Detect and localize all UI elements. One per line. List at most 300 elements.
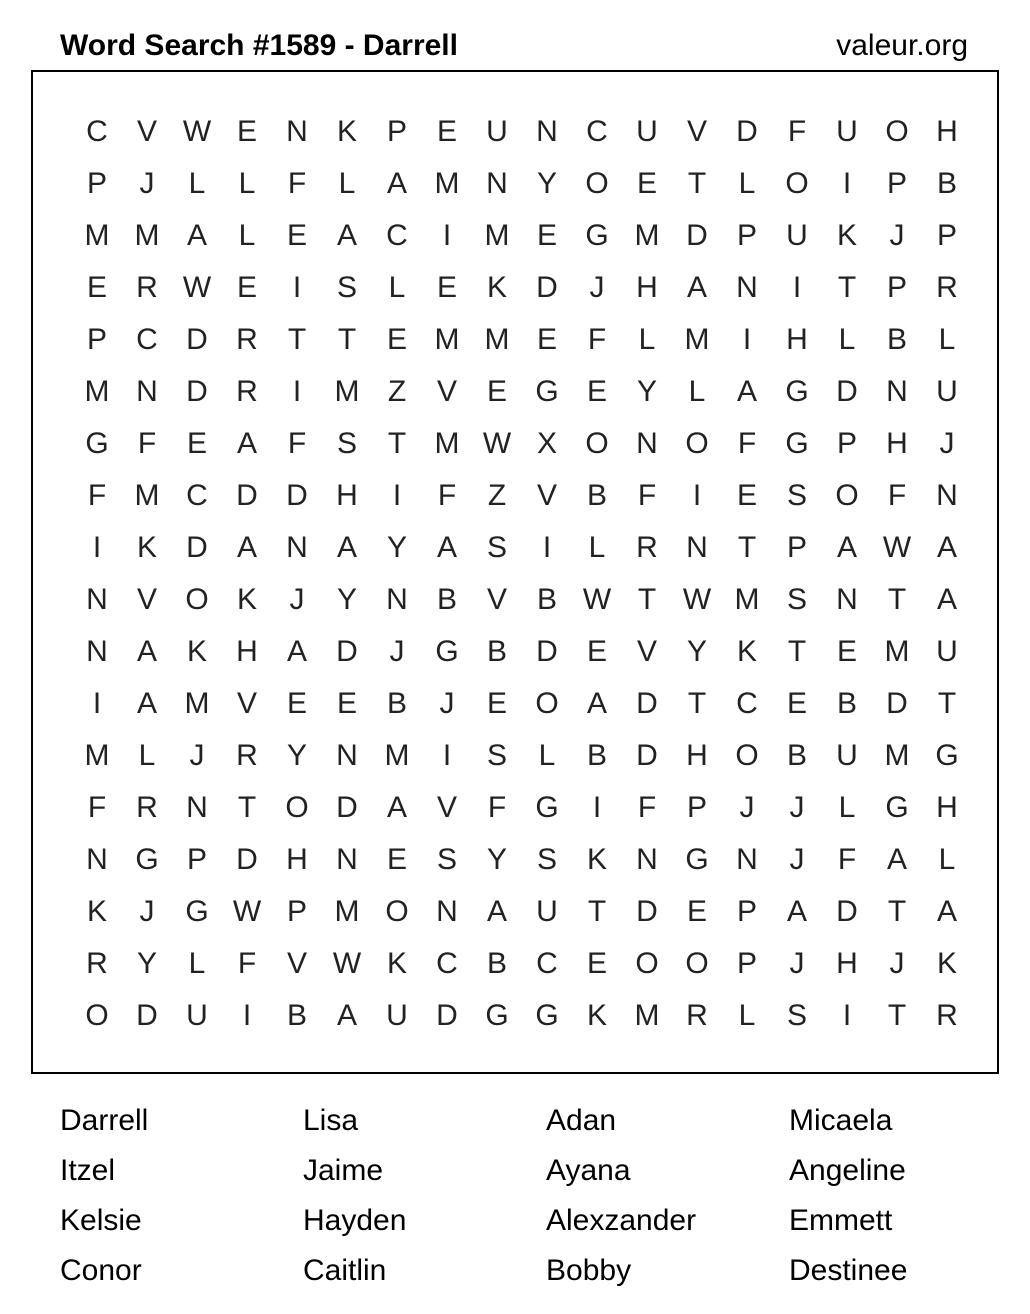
grid-letter: F: [137, 427, 157, 460]
grid-letter: N: [936, 479, 958, 512]
grid-letter: I: [842, 167, 852, 200]
grid-letter: P: [836, 427, 857, 460]
grid-letter: T: [787, 635, 807, 668]
grid-letter: B: [386, 687, 407, 720]
grid-letter: A: [736, 375, 757, 408]
grid-letter: K: [936, 947, 957, 980]
grid-letter: F: [437, 479, 457, 512]
grid-letter: N: [186, 791, 208, 824]
grid-letter: V: [636, 635, 657, 668]
grid-letter: U: [636, 115, 658, 148]
grid-letter: P: [686, 791, 707, 824]
grid-letter: O: [385, 895, 409, 928]
grid-letter: X: [536, 427, 557, 460]
grid-letter: W: [232, 895, 262, 928]
word-list-item: Micaela: [789, 1104, 893, 1137]
grid-letter: B: [586, 739, 607, 772]
grid-letter: R: [236, 323, 258, 356]
grid-letter: U: [486, 115, 508, 148]
grid-letter: I: [92, 531, 102, 564]
grid-letter: E: [486, 375, 507, 408]
grid-letter: T: [337, 323, 357, 356]
grid-letter: A: [486, 895, 507, 928]
grid-letter: O: [535, 687, 559, 720]
grid-letter: P: [886, 271, 907, 304]
grid-letter: D: [336, 635, 358, 668]
grid-letter: F: [287, 167, 307, 200]
grid-letter: T: [737, 531, 757, 564]
grid-letter: Y: [386, 531, 407, 564]
grid-letter: G: [535, 999, 559, 1032]
grid-letter: A: [936, 531, 957, 564]
grid-letter: M: [434, 427, 460, 460]
grid-letter: K: [86, 895, 107, 928]
grid-letter: I: [842, 999, 852, 1032]
grid-letter: N: [636, 427, 658, 460]
grid-letter: C: [186, 479, 208, 512]
grid-letter: R: [86, 947, 108, 980]
grid-letter: E: [486, 687, 507, 720]
grid-letter: D: [186, 531, 208, 564]
grid-letter: K: [136, 531, 157, 564]
grid-letter: G: [685, 843, 709, 876]
grid-letter: F: [587, 323, 607, 356]
grid-letter: E: [436, 115, 457, 148]
grid-letter: O: [685, 427, 709, 460]
grid-letter: S: [436, 843, 457, 876]
grid-letter: H: [236, 635, 258, 668]
grid-letter: L: [938, 323, 956, 356]
grid-letter: A: [136, 635, 157, 668]
grid-letter: M: [684, 323, 710, 356]
grid-letter: P: [736, 895, 757, 928]
grid-letter: N: [86, 583, 108, 616]
grid-letter: E: [386, 323, 407, 356]
grid-letter: H: [886, 427, 908, 460]
grid-letter: K: [586, 843, 607, 876]
grid-letter: M: [134, 219, 160, 252]
word-list-item: Angeline: [789, 1154, 906, 1187]
grid-letter: I: [692, 479, 702, 512]
grid-letter: I: [542, 531, 552, 564]
grid-letter: M: [434, 167, 460, 200]
grid-letter: D: [336, 791, 358, 824]
grid-letter: N: [686, 531, 708, 564]
grid-letter: G: [185, 895, 209, 928]
word-list-item: Bobby: [546, 1254, 632, 1287]
grid-letter: U: [386, 999, 408, 1032]
word-list-item: Adan: [546, 1104, 617, 1137]
grid-letter: R: [936, 999, 958, 1032]
grid-letter: C: [586, 115, 608, 148]
grid-letter: D: [736, 115, 758, 148]
grid-letter: M: [334, 895, 360, 928]
grid-letter: E: [436, 271, 457, 304]
grid-letter: W: [332, 947, 362, 980]
grid-letter: E: [586, 947, 607, 980]
grid-letter: K: [486, 271, 507, 304]
grid-letter: K: [236, 583, 257, 616]
grid-letter: M: [734, 583, 760, 616]
grid-letter: H: [636, 271, 658, 304]
grid-letter: E: [636, 167, 657, 200]
word-list-item: Alexzander: [546, 1204, 697, 1237]
grid-letter: B: [486, 635, 507, 668]
grid-letter: G: [85, 427, 109, 460]
grid-letter: A: [236, 531, 257, 564]
grid-letter: A: [686, 271, 707, 304]
grid-letter: O: [585, 167, 609, 200]
grid-letter: P: [886, 167, 907, 200]
grid-letter: V: [686, 115, 707, 148]
grid-letter: F: [237, 947, 257, 980]
grid-letter: M: [84, 219, 110, 252]
grid-letter: A: [786, 895, 807, 928]
grid-letter: Y: [136, 947, 157, 980]
grid-letter: F: [887, 479, 907, 512]
grid-letter: J: [189, 739, 205, 772]
grid-letter: S: [486, 739, 507, 772]
grid-letter: L: [838, 323, 856, 356]
grid-letter: E: [536, 323, 557, 356]
word-list-item: Caitlin: [303, 1254, 387, 1287]
grid-letter: I: [292, 271, 302, 304]
letter-grid: [72, 106, 972, 1042]
grid-letter: N: [886, 375, 908, 408]
grid-letter: F: [637, 479, 657, 512]
grid-letter: B: [936, 167, 957, 200]
grid-letter: P: [936, 219, 957, 252]
grid-letter: Y: [286, 739, 307, 772]
grid-letter: E: [186, 427, 207, 460]
grid-letter: T: [237, 791, 257, 824]
grid-letter: E: [586, 635, 607, 668]
grid-letter: N: [636, 843, 658, 876]
grid-letter: G: [785, 375, 809, 408]
grid-letter: E: [586, 375, 607, 408]
grid-letter: I: [92, 687, 102, 720]
grid-letter: T: [687, 687, 707, 720]
grid-letter: P: [186, 843, 207, 876]
grid-letter: L: [638, 323, 656, 356]
word-list-item: Destinee: [789, 1254, 908, 1287]
grid-letter: P: [386, 115, 407, 148]
grid-letter: N: [86, 843, 108, 876]
grid-letter: S: [536, 843, 557, 876]
grid-letter: P: [786, 531, 807, 564]
grid-letter: S: [336, 271, 357, 304]
grid-letter: N: [736, 843, 758, 876]
word-list-item: Darrell: [60, 1104, 149, 1137]
grid-letter: P: [86, 323, 107, 356]
grid-letter: K: [836, 219, 857, 252]
grid-letter: V: [536, 479, 557, 512]
grid-letter: D: [536, 635, 558, 668]
grid-letter: S: [786, 479, 807, 512]
grid-letter: W: [482, 427, 512, 460]
grid-letter: J: [739, 791, 755, 824]
grid-letter: U: [186, 999, 208, 1032]
grid-letter: D: [836, 895, 858, 928]
grid-letter: L: [238, 167, 256, 200]
grid-letter: L: [588, 531, 606, 564]
grid-letter: T: [587, 895, 607, 928]
word-list-item: Emmett: [789, 1204, 893, 1237]
grid-letter: N: [536, 115, 558, 148]
grid-letter: F: [637, 791, 657, 824]
grid-letter: E: [786, 687, 807, 720]
grid-letter: A: [336, 531, 357, 564]
grid-letter: J: [789, 843, 805, 876]
grid-letter: T: [837, 271, 857, 304]
grid-letter: E: [686, 895, 707, 928]
grid-letter: R: [686, 999, 708, 1032]
grid-letter: O: [285, 791, 309, 824]
grid-letter: J: [589, 271, 605, 304]
grid-letter: C: [436, 947, 458, 980]
grid-letter: S: [486, 531, 507, 564]
grid-letter: M: [84, 739, 110, 772]
grid-letter: G: [935, 739, 959, 772]
grid-letter: R: [936, 271, 958, 304]
grid-letter: O: [585, 427, 609, 460]
grid-letter: K: [586, 999, 607, 1032]
grid-letter: A: [436, 531, 457, 564]
grid-letter: M: [484, 323, 510, 356]
grid-letter: B: [786, 739, 807, 772]
grid-letter: Y: [636, 375, 657, 408]
grid-letter: R: [136, 791, 158, 824]
grid-letter: C: [386, 219, 408, 252]
grid-letter: O: [85, 999, 109, 1032]
grid-letter: T: [387, 427, 407, 460]
grid-letter: T: [937, 687, 957, 720]
grid-letter: H: [336, 479, 358, 512]
grid-letter: A: [586, 687, 607, 720]
grid-letter: Y: [536, 167, 557, 200]
grid-letter: F: [487, 791, 507, 824]
grid-letter: D: [886, 687, 908, 720]
grid-letter: L: [938, 843, 956, 876]
grid-letter: O: [785, 167, 809, 200]
grid-letter: T: [887, 895, 907, 928]
grid-letter: D: [136, 999, 158, 1032]
grid-letter: M: [884, 635, 910, 668]
grid-letter: F: [287, 427, 307, 460]
grid-letter: N: [286, 115, 308, 148]
grid-letter: Y: [486, 843, 507, 876]
grid-letter: F: [837, 843, 857, 876]
grid-letter: J: [139, 167, 155, 200]
grid-letter: W: [882, 531, 912, 564]
grid-letter: N: [336, 843, 358, 876]
grid-letter: G: [785, 427, 809, 460]
grid-letter: I: [292, 375, 302, 408]
grid-letter: G: [535, 375, 559, 408]
grid-letter: W: [582, 583, 612, 616]
grid-letter: H: [936, 791, 958, 824]
grid-letter: V: [486, 583, 507, 616]
grid-letter: W: [182, 115, 212, 148]
grid-letter: M: [84, 375, 110, 408]
grid-letter: V: [436, 375, 457, 408]
grid-letter: N: [836, 583, 858, 616]
grid-letter: R: [136, 271, 158, 304]
grid-letter: H: [836, 947, 858, 980]
grid-letter: I: [392, 479, 402, 512]
grid-letter: M: [434, 323, 460, 356]
grid-letter: C: [86, 115, 108, 148]
grid-letter: L: [838, 791, 856, 824]
grid-letter: O: [635, 947, 659, 980]
grid-letter: T: [887, 999, 907, 1032]
grid-letter: D: [636, 895, 658, 928]
grid-letter: F: [787, 115, 807, 148]
grid-letter: T: [887, 583, 907, 616]
grid-letter: V: [236, 687, 257, 720]
grid-letter: A: [936, 895, 957, 928]
grid-letter: F: [87, 791, 107, 824]
grid-letter: L: [388, 271, 406, 304]
grid-letter: T: [287, 323, 307, 356]
grid-letter: D: [836, 375, 858, 408]
grid-letter: P: [286, 895, 307, 928]
grid-letter: N: [286, 531, 308, 564]
grid-letter: D: [236, 479, 258, 512]
grid-letter: A: [386, 791, 407, 824]
grid-letter: B: [486, 947, 507, 980]
grid-letter: C: [736, 687, 758, 720]
grid-letter: E: [286, 219, 307, 252]
grid-letter: N: [86, 635, 108, 668]
grid-letter: A: [136, 687, 157, 720]
grid-letter: A: [336, 219, 357, 252]
grid-letter: I: [742, 323, 752, 356]
grid-letter: B: [586, 479, 607, 512]
grid-letter: K: [386, 947, 407, 980]
grid-letter: M: [484, 219, 510, 252]
grid-letter: N: [736, 271, 758, 304]
grid-letter: J: [789, 947, 805, 980]
grid-letter: P: [736, 947, 757, 980]
grid-letter: N: [386, 583, 408, 616]
grid-letter: K: [736, 635, 757, 668]
grid-letter: U: [786, 219, 808, 252]
grid-letter: C: [136, 323, 158, 356]
puzzle-frame: [31, 70, 999, 1074]
grid-letter: D: [186, 375, 208, 408]
grid-letter: O: [885, 115, 909, 148]
grid-letter: G: [535, 791, 559, 824]
grid-letter: K: [336, 115, 357, 148]
grid-letter: E: [86, 271, 107, 304]
grid-letter: D: [636, 687, 658, 720]
page-title: Word Search #1589 - Darrell: [60, 29, 458, 62]
grid-letter: M: [884, 739, 910, 772]
grid-letter: M: [184, 687, 210, 720]
word-list-item: Hayden: [303, 1204, 407, 1237]
grid-letter: T: [637, 583, 657, 616]
grid-letter: P: [86, 167, 107, 200]
grid-letter: J: [789, 791, 805, 824]
grid-letter: B: [536, 583, 557, 616]
grid-letter: M: [634, 219, 660, 252]
grid-letter: N: [486, 167, 508, 200]
grid-letter: O: [685, 947, 709, 980]
grid-letter: A: [186, 219, 207, 252]
grid-letter: W: [182, 271, 212, 304]
grid-letter: J: [939, 427, 955, 460]
grid-letter: A: [236, 427, 257, 460]
grid-letter: V: [136, 583, 157, 616]
word-list-item: Ayana: [546, 1154, 631, 1187]
grid-letter: S: [786, 583, 807, 616]
grid-letter: N: [136, 375, 158, 408]
grid-letter: E: [536, 219, 557, 252]
site-name: valeur.org: [836, 29, 968, 62]
grid-letter: E: [236, 271, 257, 304]
grid-letter: U: [936, 635, 958, 668]
grid-letter: H: [936, 115, 958, 148]
grid-letter: L: [538, 739, 556, 772]
grid-letter: I: [242, 999, 252, 1032]
grid-letter: P: [736, 219, 757, 252]
grid-letter: A: [386, 167, 407, 200]
grid-letter: M: [134, 479, 160, 512]
grid-letter: A: [286, 635, 307, 668]
grid-letter: L: [188, 947, 206, 980]
grid-letter: L: [738, 167, 756, 200]
word-list-item: Kelsie: [60, 1204, 142, 1237]
grid-letter: V: [136, 115, 157, 148]
grid-letter: D: [686, 219, 708, 252]
grid-letter: J: [389, 635, 405, 668]
grid-letter: G: [585, 219, 609, 252]
grid-letter: L: [238, 219, 256, 252]
grid-letter: G: [135, 843, 159, 876]
grid-letter: G: [485, 999, 509, 1032]
word-list-item: Lisa: [303, 1104, 359, 1137]
grid-letter: J: [439, 687, 455, 720]
grid-letter: K: [186, 635, 207, 668]
grid-letter: E: [386, 843, 407, 876]
word-list-item: Conor: [60, 1254, 142, 1287]
grid-letter: L: [188, 167, 206, 200]
grid-letter: D: [236, 843, 258, 876]
grid-letter: B: [836, 687, 857, 720]
grid-letter: O: [835, 479, 859, 512]
grid-letter: A: [836, 531, 857, 564]
grid-letter: L: [688, 375, 706, 408]
grid-letter: G: [435, 635, 459, 668]
grid-letter: Y: [686, 635, 707, 668]
grid-letter: B: [286, 999, 307, 1032]
grid-letter: I: [442, 739, 452, 772]
grid-letter: F: [737, 427, 757, 460]
grid-letter: E: [836, 635, 857, 668]
grid-letter: U: [936, 375, 958, 408]
grid-letter: D: [286, 479, 308, 512]
grid-letter: J: [889, 947, 905, 980]
word-list: [60, 1096, 989, 1296]
grid-letter: O: [735, 739, 759, 772]
grid-letter: S: [786, 999, 807, 1032]
grid-letter: Z: [487, 479, 507, 512]
grid-letter: I: [592, 791, 602, 824]
word-list-item: Itzel: [60, 1154, 116, 1187]
grid-letter: S: [336, 427, 357, 460]
grid-letter: D: [636, 739, 658, 772]
